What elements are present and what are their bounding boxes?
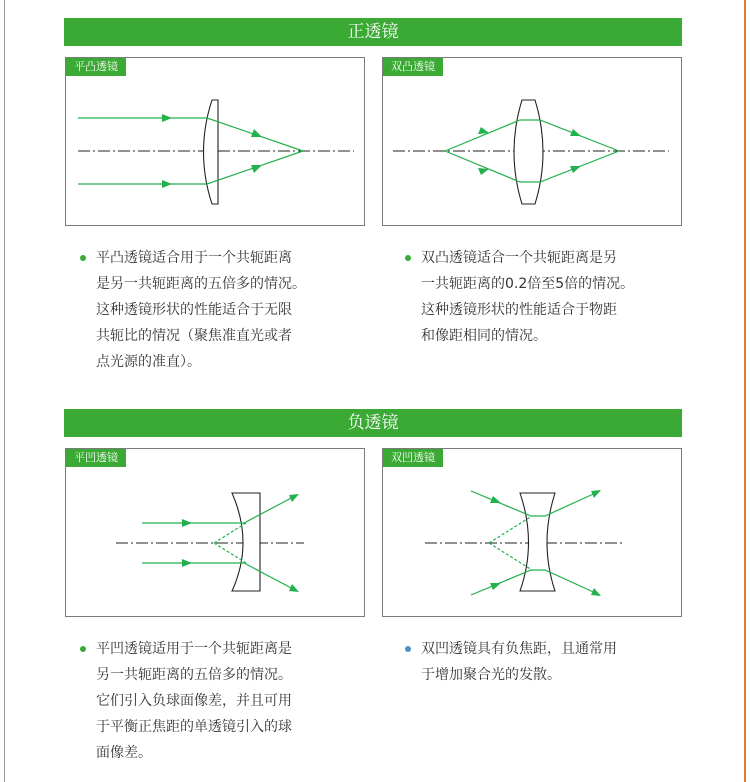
ray-lower <box>142 563 297 591</box>
bi-convex-diagram <box>382 57 682 226</box>
arrow <box>591 490 601 498</box>
negative-lens-banner <box>64 409 682 437</box>
plano-convex-svg <box>66 58 364 225</box>
virtual-ray-lower <box>214 543 246 563</box>
arrow <box>289 584 299 592</box>
arrow <box>478 168 489 175</box>
bi-convex-lens <box>514 100 543 204</box>
plano-convex-description <box>96 245 356 375</box>
virtual-ray-lower <box>489 543 532 570</box>
plano-concave-tag: 平凹透镜 <box>66 449 126 467</box>
arrow <box>478 127 489 134</box>
bi-concave-diagram <box>382 448 682 617</box>
ray-upper <box>78 118 303 151</box>
plano-concave-description-text: 平凹透镜适用于一个共轭距离是 另一共轭距离的五倍多的情况。 它们引入负球面像差，并且可用 于平衡正焦距的单透镜引入的球 面像差。 <box>96 641 292 761</box>
bi-concave-tag: 双凹透镜 <box>383 449 443 467</box>
plano-convex-diagram <box>65 57 365 226</box>
virtual-ray-upper <box>214 523 246 543</box>
arrow <box>182 519 192 527</box>
arrow <box>251 165 262 173</box>
bi-convex-description-text: 双凸透镜适合一个共轭距离是另 一共轭距离的0.2倍至5倍的情况。 这种透镜形状的性能适合于物距 和像距相同的情况。 <box>421 250 635 344</box>
arrow <box>570 129 581 136</box>
bullet-icon <box>405 255 411 261</box>
positive-lens-title: 正透镜 <box>347 22 399 42</box>
bi-concave-description-text: 双凹透镜具有负焦距，且通常用 于增加聚合光的发散。 <box>421 641 617 683</box>
bi-convex-svg <box>383 58 681 225</box>
positive-lens-banner <box>64 18 682 46</box>
arrow <box>162 114 172 122</box>
left-edge-line <box>4 0 5 782</box>
arrow <box>251 129 262 137</box>
arrow <box>490 496 501 503</box>
plano-concave-svg <box>66 449 364 616</box>
bullet-icon <box>80 646 86 652</box>
arrow <box>289 494 299 502</box>
plano-concave-lens <box>232 493 260 591</box>
bullet-icon <box>405 646 411 652</box>
ray-lower <box>78 151 303 184</box>
bi-concave-svg <box>383 449 681 616</box>
plano-concave-description <box>96 636 356 766</box>
plano-convex-lens <box>204 100 219 204</box>
arrow <box>570 166 581 173</box>
arrow <box>182 559 192 567</box>
arrow <box>162 180 172 188</box>
virtual-ray-upper <box>489 516 532 543</box>
plano-convex-description-text: 平凸透镜适合用于一个共轭距离 是另一共轭距离的五倍多的情况。 这种透镜形状的性能适合于无限 共轭比的情况（聚焦准直光或者 点光源的准直）。 <box>96 250 306 370</box>
bi-concave-description <box>421 636 681 688</box>
arrow <box>490 583 501 590</box>
arrow <box>591 588 601 596</box>
plano-convex-tag: 平凸透镜 <box>66 58 126 76</box>
bi-convex-tag: 双凸透镜 <box>383 58 443 76</box>
ray-upper <box>142 495 297 523</box>
right-edge-line <box>744 0 746 782</box>
bi-convex-description <box>421 245 681 349</box>
bullet-icon <box>80 255 86 261</box>
plano-concave-diagram <box>65 448 365 617</box>
negative-lens-title: 负透镜 <box>347 413 399 433</box>
bi-concave-lens <box>520 493 555 591</box>
